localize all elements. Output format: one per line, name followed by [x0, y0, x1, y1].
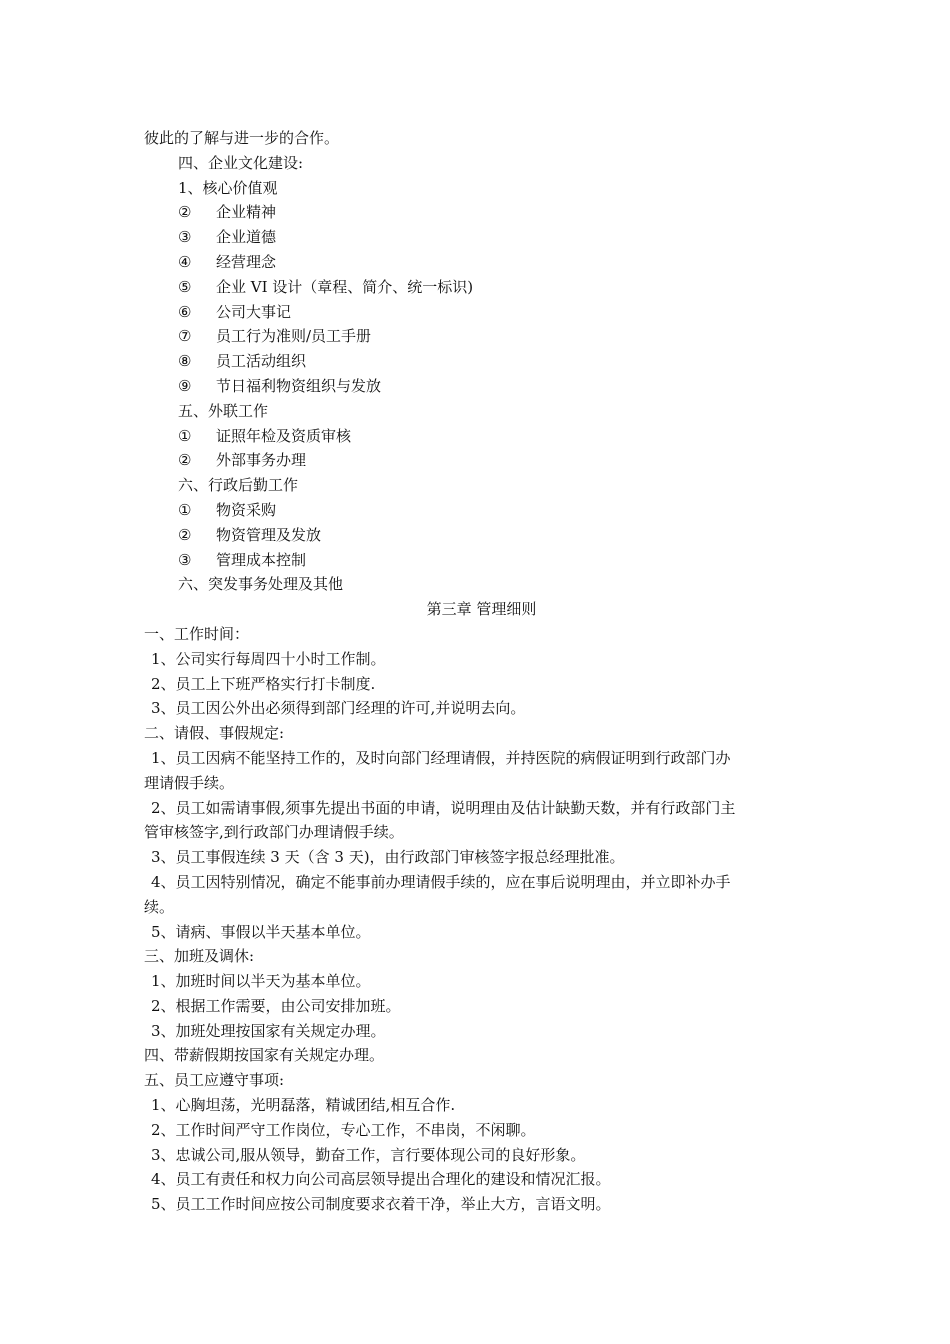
list-text: 物资采购 [216, 500, 277, 519]
section-heading: 二、请假、事假规定: [144, 724, 285, 743]
paragraph: 3、加班处理按国家有关规定办理。 [151, 1021, 386, 1040]
paragraph-line: 1、员工因病不能坚持工作的，及时向部门经理请假，并持医院的病假证明到行政部门办 [151, 748, 731, 767]
list-text: 节日福利物资组织与发放 [216, 376, 382, 395]
paragraph: 1、加班时间以半天为基本单位。 [151, 972, 371, 991]
list-text: 企业精神 [216, 203, 277, 222]
paragraph: 3、员工因公外出必须得到部门经理的许可,并说明去向。 [151, 699, 526, 718]
list-item [144, 498, 809, 523]
paragraph-line: 3、员工事假连续 3 天（含 3 天)，由行政部门审核签字报总经理批准。 [151, 848, 625, 867]
section-heading: 五、员工应遵守事项: [144, 1071, 285, 1090]
list-item [144, 424, 809, 449]
list-number: ③ [178, 228, 192, 247]
paragraph-continuation: 续。 [144, 897, 175, 916]
section-heading: 六、行政后勤工作 [178, 476, 299, 495]
list-number: ③ [178, 550, 192, 569]
section-heading: 四、企业文化建设: [178, 153, 304, 172]
list-item [144, 250, 809, 275]
section-heading: 四、带薪假期按国家有关规定办理。 [144, 1046, 385, 1065]
list-text: 企业道德 [216, 228, 277, 247]
list-number: ② [178, 203, 192, 222]
list-number: ① [178, 426, 192, 445]
document-body [144, 126, 809, 1217]
list-item [144, 548, 809, 573]
list-number: ② [178, 525, 192, 544]
lead-text: 彼此的了解与进一步的合作。 [144, 129, 340, 147]
paragraph: 5、员工工作时间应按公司制度要求衣着干净，举止大方，言语文明。 [151, 1195, 611, 1214]
list-item [144, 200, 809, 225]
list-text: 证照年检及资质审核 [216, 426, 352, 445]
list-item [144, 349, 809, 374]
list-item [144, 324, 809, 349]
paragraph: 4、员工有责任和权力向公司高层领导提出合理化的建设和情况汇报。 [151, 1170, 611, 1189]
section-heading: 六、突发事务处理及其他 [178, 575, 344, 594]
subsection-heading: 1、核心价值观 [178, 178, 278, 197]
paragraph-line: 2、员工如需请事假,须事先提出书面的申请，说明理由及估计缺勤天数，并有行政部门主 [151, 798, 736, 817]
paragraph-line: 5、请病、事假以半天基本单位。 [151, 922, 371, 941]
list-number: ① [178, 500, 192, 519]
list-item [144, 275, 809, 300]
list-number: ⑥ [178, 302, 192, 321]
list-item [144, 225, 809, 250]
list-number: ⑨ [178, 376, 192, 395]
section-heading: 五、外联工作 [178, 401, 269, 420]
list-item [144, 374, 809, 399]
list-number: ⑦ [178, 327, 192, 346]
list-number: ⑤ [178, 277, 192, 296]
list-text: 企业 VI 设计（章程、简介、统一标识) [216, 277, 474, 296]
list-item [144, 300, 809, 325]
section-heading: 一、工作时间： [144, 624, 250, 643]
chapter-title: 第三章 管理细则 [426, 600, 537, 619]
list-number: ② [178, 451, 192, 470]
paragraph: 2、员工上下班严格实行打卡制度. [151, 674, 376, 693]
list-text: 管理成本控制 [216, 550, 307, 569]
paragraph-continuation: 管审核签字,到行政部门办理请假手续。 [144, 823, 404, 842]
list-text: 公司大事记 [216, 302, 292, 321]
list-text: 员工活动组织 [216, 352, 307, 371]
list-item [144, 523, 809, 548]
paragraph: 2、工作时间严守工作岗位，专心工作，不串岗，不闲聊。 [151, 1120, 536, 1139]
list-number: ④ [178, 252, 192, 271]
paragraph: 3、忠诚公司,服从领导，勤奋工作，言行要体现公司的良好形象。 [151, 1145, 586, 1164]
list-text: 经营理念 [216, 252, 277, 271]
list-number: ⑧ [178, 352, 192, 371]
paragraph: 2、根据工作需要，由公司安排加班。 [151, 996, 401, 1015]
list-text: 外部事务办理 [216, 451, 307, 470]
list-text: 员工行为准则/员工手册 [216, 327, 372, 346]
paragraph: 1、心胸坦荡，光明磊落，精诚团结,相互合作. [151, 1096, 456, 1115]
section-heading: 三、加班及调休: [144, 947, 255, 966]
paragraph-line: 4、员工因特别情况，确定不能事前办理请假手续的，应在事后说明理由，并立即补办手 [151, 872, 731, 891]
list-item [144, 448, 809, 473]
list-text: 物资管理及发放 [216, 525, 322, 544]
paragraph-continuation: 理请假手续。 [144, 773, 235, 792]
paragraph: 1、公司实行每周四十小时工作制。 [151, 649, 386, 668]
